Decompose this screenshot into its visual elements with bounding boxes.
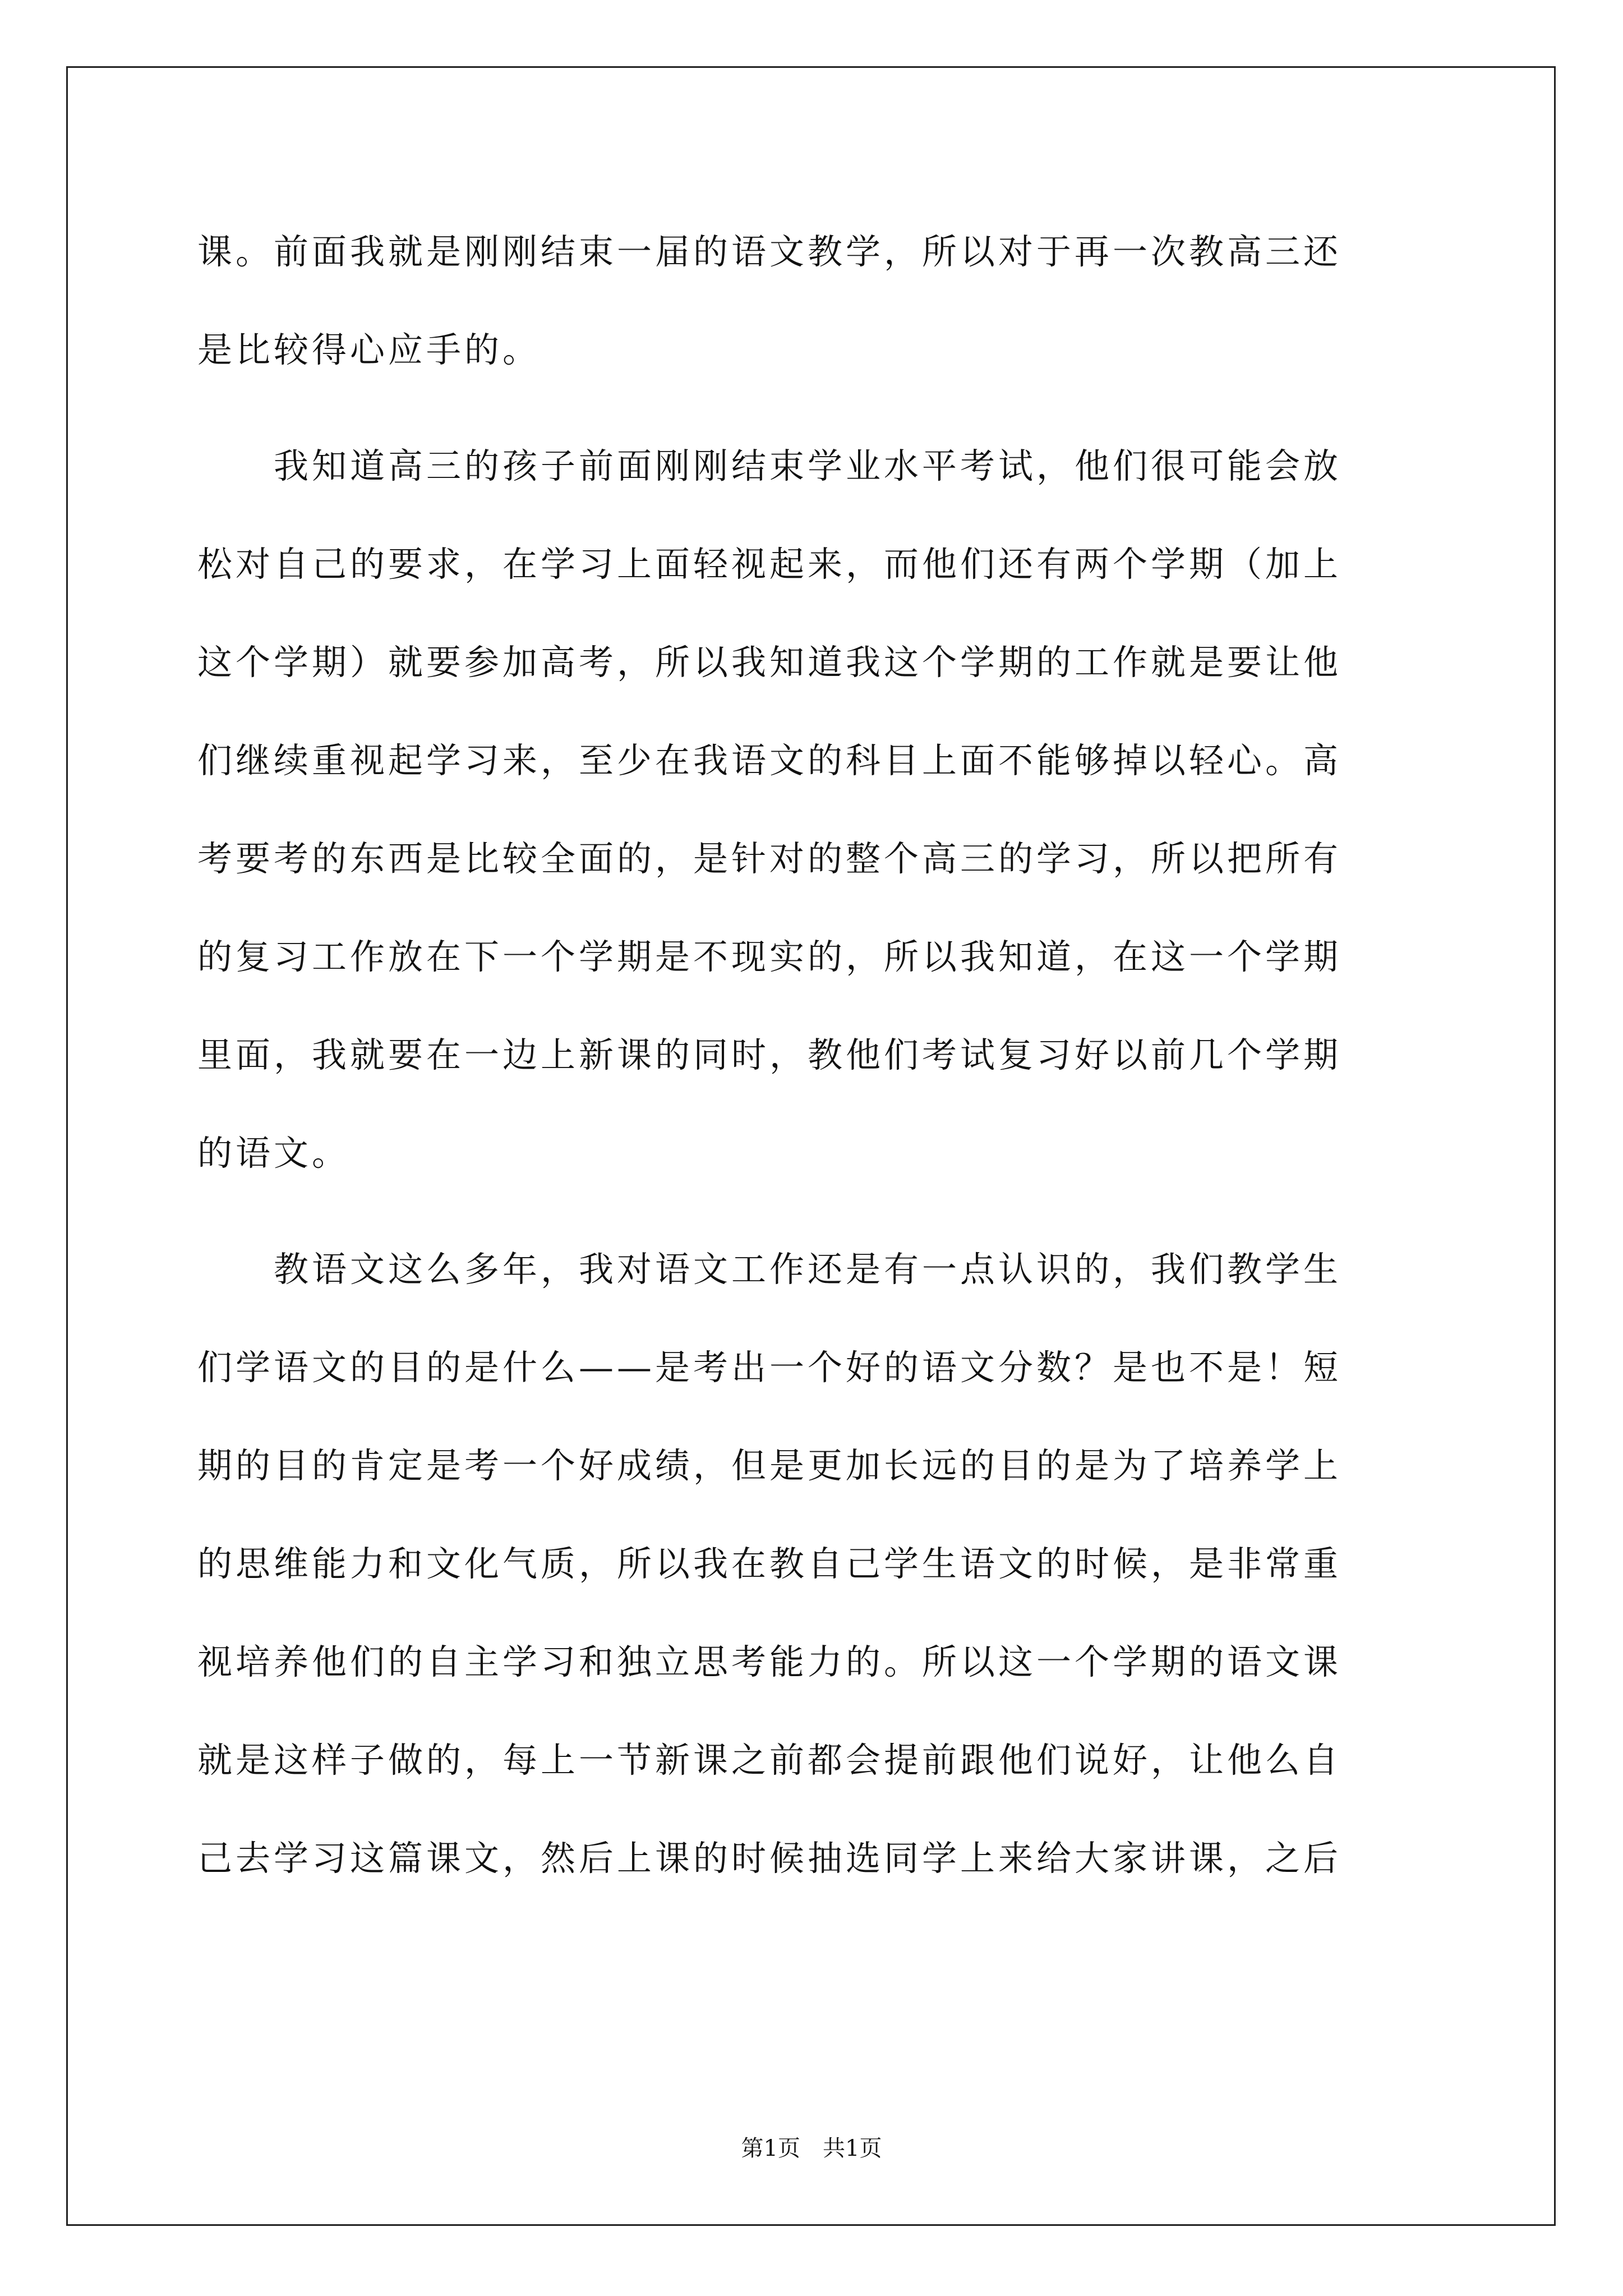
text-line: 的复习工作放在下一个学期是不现实的，所以我知道，在这一个学期: [197, 936, 1342, 977]
text-line: 的思维能力和文化气质，所以我在教自己学生语文的时候，是非常重: [197, 1543, 1342, 1584]
text-line: 课。前面我就是刚刚结束一届的语文教学，所以对于再一次教高三还: [197, 231, 1342, 272]
text-line: 期的目的肯定是考一个好成绩，但是更加长远的目的是为了培养学上: [197, 1445, 1342, 1486]
text-line: 的语文。: [197, 1133, 351, 1174]
text-line: 己去学习这篇课文，然后上课的时候抽选同学上来给大家讲课，之后: [197, 1838, 1342, 1879]
page-footer: 第1页 共1页: [741, 2136, 882, 2161]
text-line: 这个学期）就要参加高考，所以我知道我这个学期的工作就是要让他: [197, 642, 1342, 683]
text-line: 是比较得心应手的。: [197, 329, 541, 370]
text-line: 们继续重视起学习来，至少在我语文的科目上面不能够掉以轻心。高: [197, 740, 1342, 781]
text-line: 松对自己的要求，在学习上面轻视起来，而他们还有两个学期（加上: [197, 544, 1342, 585]
text-line: 们学语文的目的是什么——是考出一个好的语文分数？是也不是！短: [197, 1347, 1342, 1388]
text-line: 考要考的东西是比较全面的，是针对的整个高三的学习，所以把所有: [197, 838, 1342, 879]
text-line: 我知道高三的孩子前面刚刚结束学业水平考试，他们很可能会放: [197, 445, 1342, 486]
text-line: 就是这样子做的，每上一节新课之前都会提前跟他们说好，让他么自: [197, 1740, 1342, 1780]
text-line: 教语文这么多年，我对语文工作还是有一点认识的，我们教学生: [197, 1249, 1342, 1290]
text-line: 视培养他们的自主学习和独立思考能力的。所以这一个学期的语文课: [197, 1641, 1342, 1682]
text-line: 里面，我就要在一边上新课的同时，教他们考试复习好以前几个学期: [197, 1034, 1342, 1075]
